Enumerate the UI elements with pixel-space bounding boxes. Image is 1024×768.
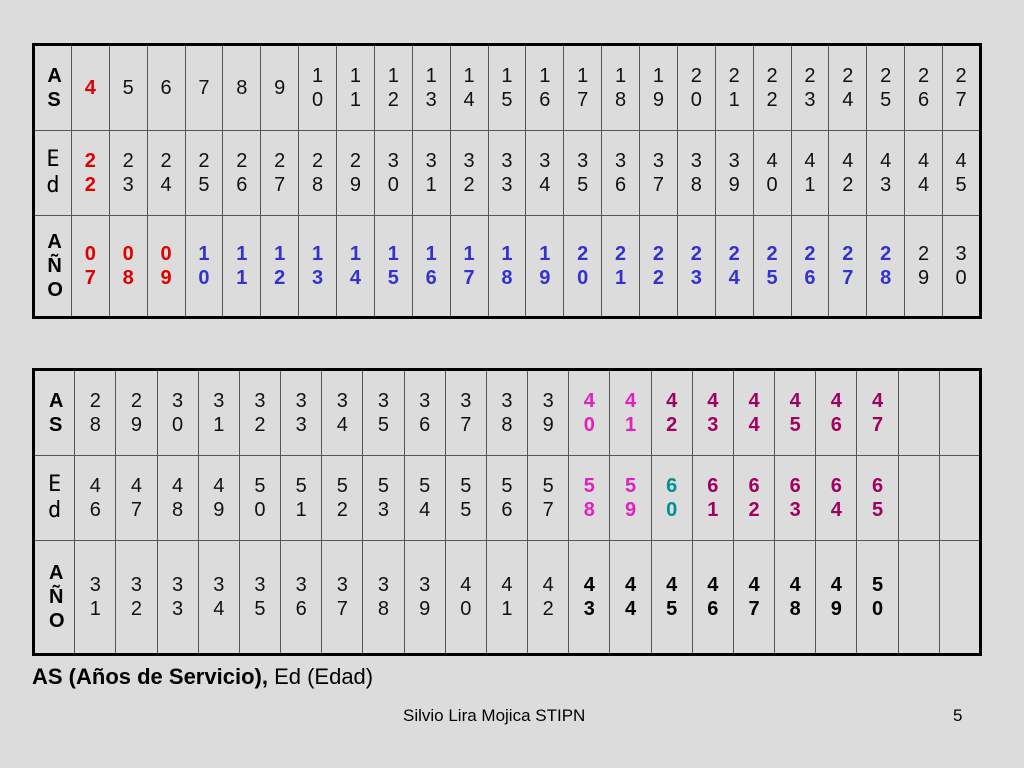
as-cell <box>363 370 404 456</box>
ano-cell <box>569 541 610 655</box>
ed-cell-value: 59 <box>624 475 637 521</box>
ano-cell <box>281 541 322 655</box>
as-cell-value: 20 <box>690 65 702 111</box>
ano-cell-value: 31 <box>89 574 101 620</box>
ano-cell-value: 47 <box>748 574 760 620</box>
as-cell <box>322 370 363 456</box>
ano-cell <box>692 541 733 655</box>
ano-cell <box>905 216 943 318</box>
ed-cell-value: 36 <box>615 150 627 196</box>
ed-cell-value: 52 <box>336 475 348 521</box>
ano-cell <box>733 541 774 655</box>
ed-cell <box>147 131 185 216</box>
as-cell-value: 12 <box>387 65 399 111</box>
as-cell-value: 32 <box>254 390 266 436</box>
ano-cell-value: 27 <box>842 243 854 289</box>
ed-cell-value: 42 <box>842 150 854 196</box>
ano-cell-value: 44 <box>624 574 637 620</box>
as-cell-value: 16 <box>539 65 551 111</box>
ed-cell <box>753 131 791 216</box>
ed-cell <box>71 131 109 216</box>
as-cell <box>867 45 905 131</box>
as-cell <box>939 370 980 456</box>
ed-cell-value: 60 <box>666 475 678 521</box>
ano-cell <box>610 541 651 655</box>
ano-cell <box>198 541 239 655</box>
as-cell-value: 39 <box>542 390 554 436</box>
as-cell <box>528 370 569 456</box>
ed-header: Ed <box>34 131 72 216</box>
ed-cell <box>775 456 816 541</box>
ed-cell-value: 35 <box>577 150 589 196</box>
ed-cell <box>261 131 299 216</box>
as-cell <box>198 370 239 456</box>
as-cell-value: 31 <box>213 390 225 436</box>
as-cell-value: 17 <box>577 65 589 111</box>
ed-cell-value: 57 <box>542 475 554 521</box>
as-cell-value: 19 <box>652 65 664 111</box>
ano-cell <box>412 216 450 318</box>
ed-cell-value: 33 <box>501 150 513 196</box>
ano-cell <box>404 541 445 655</box>
ed-cell-value: 23 <box>122 150 134 196</box>
as-cell <box>753 45 791 131</box>
as-cell <box>488 45 526 131</box>
ed-cell <box>610 456 651 541</box>
as-cell-value: 27 <box>955 65 967 111</box>
ed-cell <box>602 131 640 216</box>
ed-cell <box>569 456 610 541</box>
service-years-table-2 <box>32 368 982 656</box>
ano-cell-value: 38 <box>377 574 390 620</box>
as-cell-value: 41 <box>624 390 637 436</box>
ed-cell-value: 50 <box>254 475 266 521</box>
as-cell-value: 28 <box>89 390 101 436</box>
as-cell-value: 9 <box>274 77 286 99</box>
as-cell-value: 24 <box>842 65 854 111</box>
ano-cell-value: 39 <box>419 574 431 620</box>
as-cell-value: 43 <box>707 390 719 436</box>
ano-cell <box>602 216 640 318</box>
ano-cell-value: 10 <box>198 243 210 289</box>
as-cell <box>486 370 527 456</box>
as-cell <box>775 370 816 456</box>
ed-cell <box>829 131 867 216</box>
ano-cell-value: 45 <box>666 574 678 620</box>
ed-cell <box>299 131 337 216</box>
ano-row <box>34 541 981 655</box>
ed-cell-value: 63 <box>789 475 801 521</box>
ano-cell <box>239 541 280 655</box>
as-cell <box>450 45 488 131</box>
as-cell <box>157 370 198 456</box>
ed-cell-value: 49 <box>213 475 225 521</box>
ed-cell <box>185 131 223 216</box>
ano-cell <box>857 541 898 655</box>
as-cell <box>905 45 943 131</box>
as-cell-value: 6 <box>160 77 172 99</box>
ed-row <box>34 456 981 541</box>
as-cell-value: 8 <box>236 77 248 99</box>
ed-cell-value: 32 <box>463 150 475 196</box>
ano-cell <box>374 216 412 318</box>
as-cell <box>943 45 981 131</box>
ed-cell-value: 53 <box>377 475 390 521</box>
ano-cell <box>223 216 261 318</box>
ano-cell <box>753 216 791 318</box>
ed-cell-value: 65 <box>871 475 884 521</box>
ano-cell-value: 35 <box>254 574 266 620</box>
ano-cell <box>564 216 602 318</box>
as-cell-value: 47 <box>871 390 884 436</box>
ed-cell <box>450 131 488 216</box>
ano-cell <box>322 541 363 655</box>
ed-cell <box>109 131 147 216</box>
ed-cell-value: 47 <box>130 475 142 521</box>
ed-cell <box>363 456 404 541</box>
ed-cell-value: 40 <box>766 150 778 196</box>
as-cell-value: 42 <box>666 390 678 436</box>
ed-cell <box>939 456 980 541</box>
ed-cell-value: 54 <box>419 475 431 521</box>
as-row <box>34 45 981 131</box>
ed-cell-value: 44 <box>918 150 930 196</box>
ed-cell-value: 37 <box>652 150 664 196</box>
ano-cell <box>185 216 223 318</box>
ano-cell <box>486 541 527 655</box>
ano-cell-value: 17 <box>463 243 475 289</box>
ano-cell-value: 36 <box>295 574 307 620</box>
ed-cell <box>677 131 715 216</box>
as-cell <box>261 45 299 131</box>
ed-cell <box>816 456 857 541</box>
ano-cell-value: 18 <box>501 243 513 289</box>
ed-cell-value: 27 <box>274 150 286 196</box>
ed-cell-value: 22 <box>84 150 96 196</box>
ed-cell <box>528 456 569 541</box>
ano-cell <box>450 216 488 318</box>
ano-cell-value: 12 <box>274 243 286 289</box>
ed-cell <box>526 131 564 216</box>
as-cell <box>692 370 733 456</box>
as-cell <box>610 370 651 456</box>
as-cell <box>239 370 280 456</box>
ano-cell <box>299 216 337 318</box>
ano-cell-value: 19 <box>539 243 551 289</box>
as-header: AS <box>34 45 72 131</box>
ano-cell <box>75 541 116 655</box>
as-cell <box>640 45 678 131</box>
ano-row <box>34 216 981 318</box>
as-cell-value: 33 <box>295 390 307 436</box>
as-cell <box>281 370 322 456</box>
ed-cell <box>239 456 280 541</box>
ano-cell-value: 40 <box>460 574 472 620</box>
as-cell-value: 40 <box>583 390 595 436</box>
ano-cell-value: 49 <box>830 574 842 620</box>
as-cell-value: 34 <box>336 390 348 436</box>
ano-cell-value: 21 <box>615 243 627 289</box>
as-cell <box>299 45 337 131</box>
as-cell-value: 35 <box>377 390 390 436</box>
as-cell-value: 25 <box>880 65 892 111</box>
as-cell-value: 26 <box>918 65 930 111</box>
ed-cell <box>867 131 905 216</box>
ed-cell-value: 62 <box>748 475 760 521</box>
ed-cell-value: 29 <box>349 150 361 196</box>
ano-header: AÑO <box>34 541 75 655</box>
ano-cell <box>147 216 185 318</box>
ano-cell-value: 46 <box>707 574 719 620</box>
ed-cell <box>75 456 116 541</box>
as-cell-value: 7 <box>198 77 210 99</box>
as-cell-value: 38 <box>501 390 513 436</box>
as-cell <box>898 370 939 456</box>
ano-cell <box>898 541 939 655</box>
as-cell <box>404 370 445 456</box>
ed-cell-value: 43 <box>880 150 892 196</box>
ed-cell <box>943 131 981 216</box>
ano-cell-value: 07 <box>84 243 96 289</box>
as-cell <box>412 45 450 131</box>
ano-cell-value: 50 <box>871 574 884 620</box>
ed-cell <box>488 131 526 216</box>
as-cell-value: 5 <box>122 77 134 99</box>
ed-row <box>34 131 981 216</box>
as-cell-value: 29 <box>130 390 142 436</box>
ano-cell-value: 24 <box>728 243 740 289</box>
as-cell <box>147 45 185 131</box>
ano-cell <box>109 216 147 318</box>
ano-cell-value: 09 <box>160 243 172 289</box>
as-cell <box>223 45 261 131</box>
ed-cell <box>640 131 678 216</box>
as-cell <box>526 45 564 131</box>
as-cell-value: 45 <box>789 390 801 436</box>
as-cell <box>71 45 109 131</box>
ano-cell-value: 08 <box>122 243 134 289</box>
as-cell <box>829 45 867 131</box>
as-cell-value: 23 <box>804 65 816 111</box>
as-cell <box>109 45 147 131</box>
ed-cell-value: 25 <box>198 150 210 196</box>
as-cell <box>564 45 602 131</box>
as-cell <box>116 370 157 456</box>
ano-cell <box>943 216 981 318</box>
ano-cell-value: 15 <box>387 243 399 289</box>
as-row <box>34 370 981 456</box>
ano-cell <box>363 541 404 655</box>
as-cell-value: 10 <box>312 65 324 111</box>
ed-cell-value: 26 <box>236 150 248 196</box>
as-cell-value: 37 <box>460 390 472 436</box>
ed-cell <box>374 131 412 216</box>
ed-cell <box>223 131 261 216</box>
as-cell <box>374 45 412 131</box>
as-cell-value: 21 <box>728 65 740 111</box>
ano-cell <box>775 541 816 655</box>
ed-cell <box>404 456 445 541</box>
service-years-table-1 <box>32 43 982 319</box>
as-cell-value: 15 <box>501 65 513 111</box>
as-cell <box>857 370 898 456</box>
ano-cell-value: 42 <box>542 574 554 620</box>
ano-cell-value: 29 <box>918 243 930 289</box>
ed-cell <box>486 456 527 541</box>
ed-cell <box>337 131 375 216</box>
ed-cell-value: 58 <box>583 475 595 521</box>
ed-cell <box>905 131 943 216</box>
ed-cell-value: 31 <box>425 150 437 196</box>
ano-cell <box>651 541 692 655</box>
page-number: 5 <box>953 706 963 725</box>
as-cell-value: 18 <box>615 65 627 111</box>
ed-cell <box>322 456 363 541</box>
ano-cell-value: 22 <box>652 243 664 289</box>
as-cell-value: 13 <box>425 65 437 111</box>
as-cell <box>677 45 715 131</box>
ano-cell-value: 13 <box>312 243 324 289</box>
as-cell <box>185 45 223 131</box>
ano-cell <box>337 216 375 318</box>
as-cell <box>445 370 486 456</box>
as-cell <box>791 45 829 131</box>
as-cell-value: 46 <box>830 390 842 436</box>
ano-cell <box>261 216 299 318</box>
ano-header: AÑO <box>34 216 72 318</box>
ano-cell <box>488 216 526 318</box>
as-cell <box>816 370 857 456</box>
ano-cell-value: 32 <box>130 574 142 620</box>
as-cell-value: 4 <box>84 77 96 99</box>
ano-cell <box>445 541 486 655</box>
ano-cell <box>640 216 678 318</box>
ano-cell <box>528 541 569 655</box>
ano-cell <box>816 541 857 655</box>
ed-cell-value: 24 <box>160 150 172 196</box>
ed-cell <box>857 456 898 541</box>
ed-cell-value: 45 <box>955 150 967 196</box>
ano-cell <box>157 541 198 655</box>
ed-cell-value: 41 <box>804 150 816 196</box>
ano-cell-value: 11 <box>236 243 248 289</box>
ano-cell <box>867 216 905 318</box>
ed-cell-value: 48 <box>172 475 184 521</box>
ed-cell <box>651 456 692 541</box>
ano-cell <box>71 216 109 318</box>
as-cell <box>75 370 116 456</box>
ed-cell <box>198 456 239 541</box>
ed-cell-value: 51 <box>295 475 307 521</box>
ano-cell-value: 23 <box>690 243 702 289</box>
ano-cell-value: 34 <box>213 574 225 620</box>
ano-cell-value: 41 <box>501 574 513 620</box>
as-cell <box>569 370 610 456</box>
ed-cell-value: 38 <box>690 150 702 196</box>
ano-cell <box>939 541 980 655</box>
ed-cell <box>898 456 939 541</box>
legend-ed: Ed (Edad) <box>267 664 374 689</box>
ed-cell <box>445 456 486 541</box>
as-header: AS <box>34 370 75 456</box>
ed-cell-value: 34 <box>539 150 551 196</box>
ed-cell-value: 56 <box>501 475 513 521</box>
ano-cell-value: 20 <box>577 243 589 289</box>
ed-cell <box>412 131 450 216</box>
ed-cell-value: 55 <box>460 475 472 521</box>
ed-cell <box>157 456 198 541</box>
ano-cell-value: 33 <box>172 574 184 620</box>
ano-cell-value: 16 <box>425 243 437 289</box>
ano-cell-value: 14 <box>349 243 361 289</box>
ed-cell-value: 39 <box>728 150 740 196</box>
ano-cell <box>526 216 564 318</box>
ed-cell-value: 61 <box>707 475 719 521</box>
ano-cell <box>677 216 715 318</box>
as-cell <box>602 45 640 131</box>
as-cell <box>715 45 753 131</box>
ed-cell-value: 46 <box>89 475 101 521</box>
ano-cell-value: 30 <box>955 243 967 289</box>
as-cell <box>733 370 774 456</box>
ano-cell-value: 26 <box>804 243 816 289</box>
ano-cell <box>791 216 829 318</box>
as-cell-value: 22 <box>766 65 778 111</box>
ano-cell-value: 28 <box>880 243 892 289</box>
ed-cell <box>281 456 322 541</box>
as-cell-value: 14 <box>463 65 475 111</box>
as-cell <box>651 370 692 456</box>
ed-cell <box>791 131 829 216</box>
as-cell-value: 30 <box>172 390 184 436</box>
ano-cell-value: 25 <box>766 243 778 289</box>
as-cell-value: 11 <box>349 65 361 111</box>
legend-as: AS (Años de Servicio), <box>32 664 268 689</box>
ed-cell <box>715 131 753 216</box>
ano-cell-value: 43 <box>583 574 595 620</box>
ed-cell <box>116 456 157 541</box>
ed-cell-value: 28 <box>312 150 324 196</box>
ano-cell <box>829 216 867 318</box>
as-cell-value: 44 <box>748 390 760 436</box>
ed-cell <box>692 456 733 541</box>
ano-cell-value: 37 <box>336 574 348 620</box>
ano-cell <box>715 216 753 318</box>
ed-cell-value: 30 <box>387 150 399 196</box>
footer-author: Silvio Lira Mojica STIPN <box>403 706 586 725</box>
ano-cell-value: 48 <box>789 574 801 620</box>
as-cell-value: 36 <box>419 390 431 436</box>
as-cell <box>337 45 375 131</box>
ano-cell <box>116 541 157 655</box>
ed-cell-value: 64 <box>830 475 842 521</box>
ed-cell <box>564 131 602 216</box>
legend <box>32 664 373 690</box>
ed-cell <box>733 456 774 541</box>
ed-header: Ed <box>34 456 75 541</box>
